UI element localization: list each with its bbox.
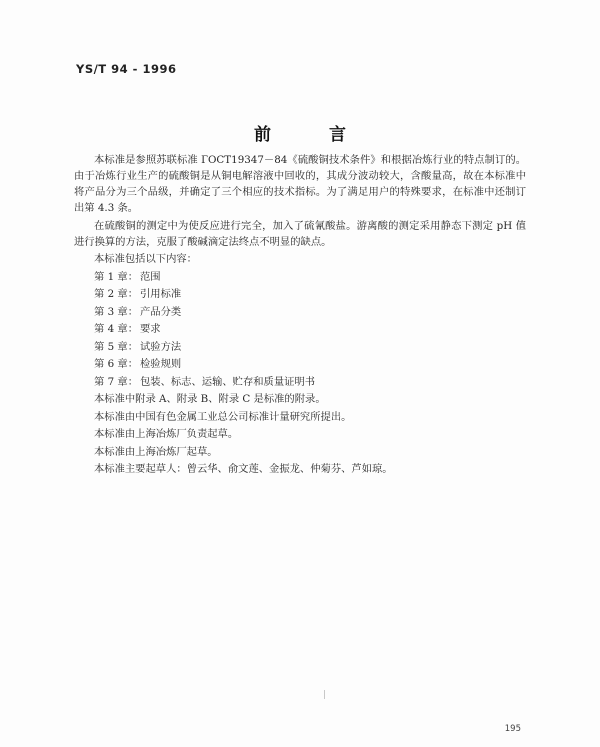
chapter-number: 第 2 章： bbox=[94, 288, 138, 300]
chapter-item bbox=[74, 321, 526, 337]
chapter-item bbox=[74, 269, 526, 285]
chapter-item bbox=[74, 374, 526, 390]
paragraph-contents-intro: 本标准包括以下内容： bbox=[94, 253, 197, 265]
chapter-number: 第 5 章： bbox=[94, 340, 138, 353]
note-authors: 本标准主要起草人：曾云华、俞文莲、金振龙、仲菊芬、芦如琼。 bbox=[94, 463, 393, 475]
note-proposer: 本标准由中国有色金属工业总公司标准计量研究所提出。 bbox=[94, 410, 352, 423]
chapter-number: 第 3 章： bbox=[94, 305, 138, 318]
chapter-number: 第 7 章： bbox=[94, 375, 138, 388]
chapter-item bbox=[74, 356, 526, 372]
scan-mark bbox=[324, 690, 325, 699]
chapter-name: 要求 bbox=[140, 323, 161, 335]
chapter-item bbox=[74, 339, 526, 355]
chapter-name: 产品分类 bbox=[140, 305, 182, 318]
chapter-number: 第 1 章： bbox=[94, 270, 138, 283]
chapter-list bbox=[74, 269, 526, 390]
note-responsible: 本标准由上海冶炼厂负责起草。 bbox=[94, 428, 239, 440]
standard-code: YS/T 94 - 1996 bbox=[76, 62, 177, 76]
chapter-name: 引用标准 bbox=[140, 288, 182, 300]
chapter-name: 包装、标志、运输、贮存和质量证明书 bbox=[140, 375, 316, 388]
chapter-item bbox=[74, 304, 526, 320]
chapter-number: 第 4 章： bbox=[94, 323, 138, 335]
note-appendix: 本标准中附录 A、附录 B、附录 C 是标准的附录。 bbox=[94, 393, 326, 405]
chapter-name: 试验方法 bbox=[140, 340, 182, 353]
page-title: 前 言 bbox=[254, 125, 372, 145]
note-drafter: 本标准由上海冶炼厂起草。 bbox=[94, 445, 218, 458]
chapter-item bbox=[74, 286, 526, 302]
chapter-name: 范围 bbox=[140, 270, 161, 283]
chapter-name: 检验规则 bbox=[140, 358, 182, 370]
foreword-body bbox=[74, 152, 526, 479]
page-number: 195 bbox=[504, 724, 521, 734]
chapter-number: 第 6 章： bbox=[94, 358, 138, 370]
paragraph-origin: 本标准是参照苏联标准 ГОСТ19347－84《硫酸铜技术条件》和根据冶炼行业的特点制订的。由于冶炼行业生产的硫酸铜是从铜电解溶液中回收的，其成分波动较大，含酸量高，故在本标准中将产品分为三个品级，并确定了三个相应的技术指标。为了满足用户的特殊要求，在标准中还制订出第 4.3 条。 bbox=[74, 154, 526, 214]
paragraph-method: 在硫酸铜的测定中为使反应进行完全，加入了硫氰酸盐。游离酸的测定采用静态下测定 pH 值进行换算的方法，克服了酸碱滴定法终点不明显的缺点。 bbox=[74, 219, 526, 248]
